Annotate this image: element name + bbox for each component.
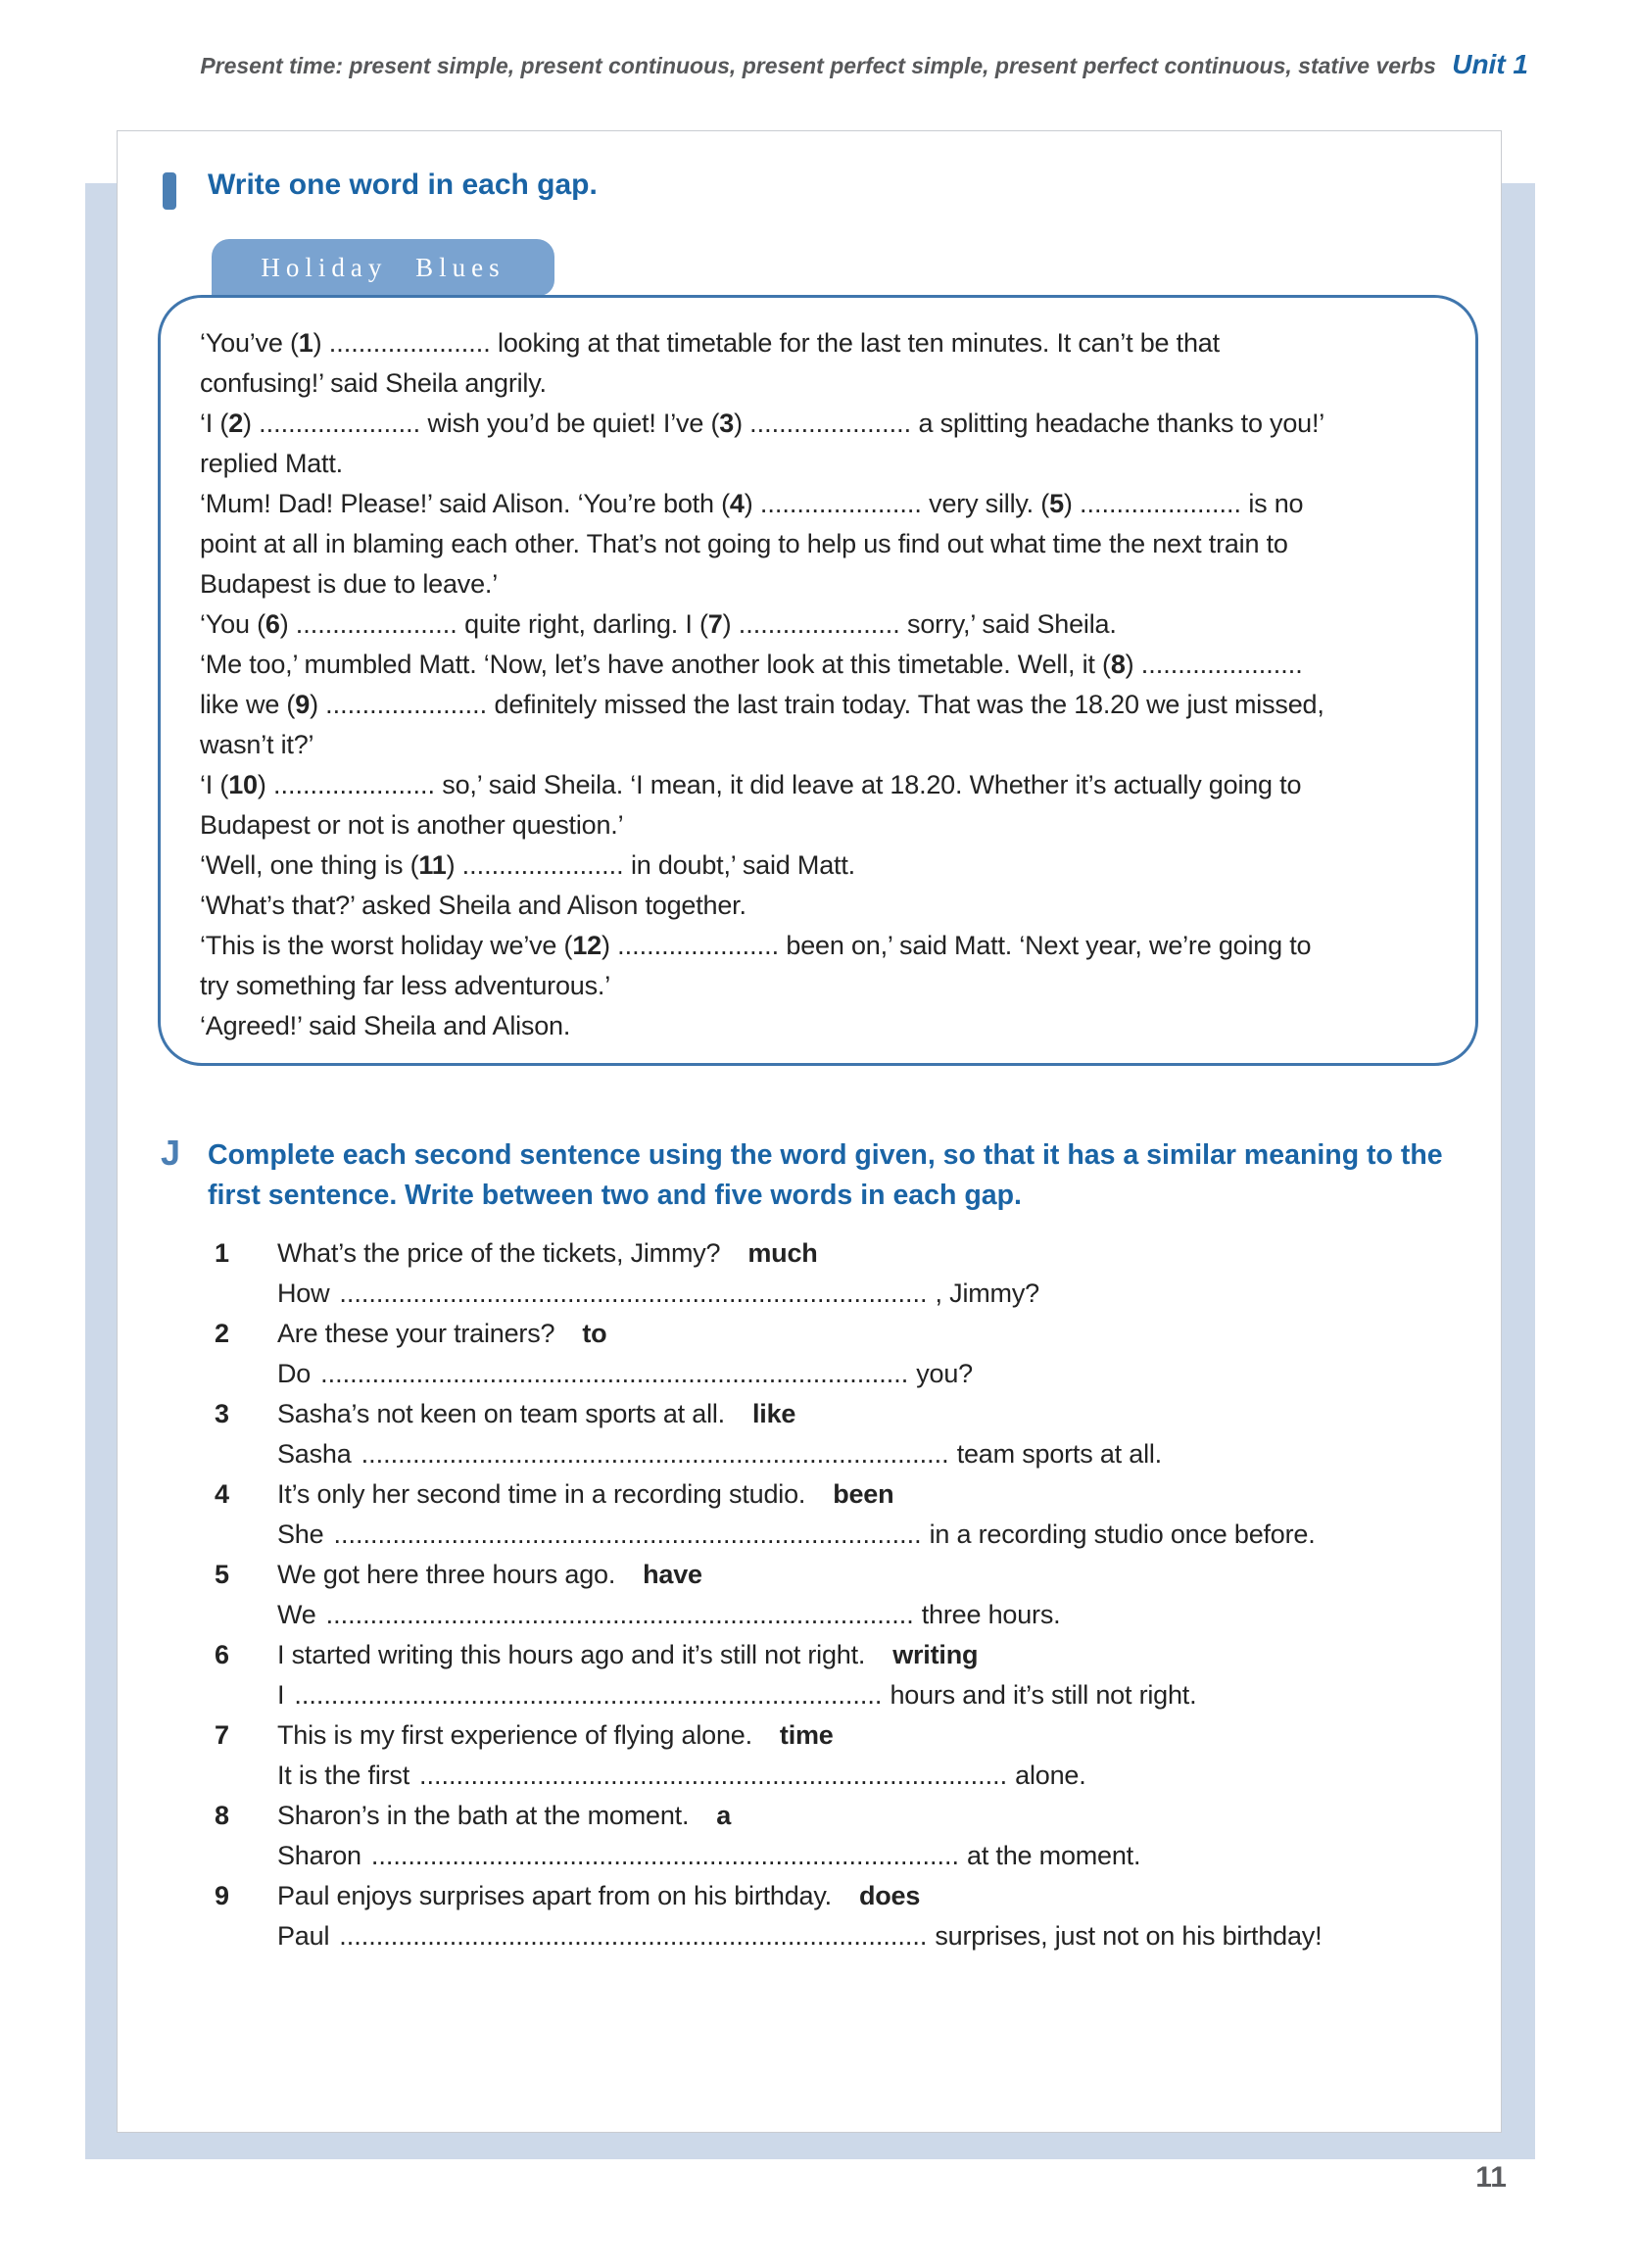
story-line: try something far less adventurous.’ bbox=[200, 971, 610, 1000]
answer-gap: ...................... bbox=[738, 609, 900, 639]
item-answer-lead: She bbox=[277, 1520, 324, 1549]
item-answer-lead: It is the first bbox=[277, 1761, 410, 1790]
answer-gap: ................................................................................ bbox=[325, 1600, 914, 1629]
answer-gap: ................................................................................ bbox=[320, 1359, 909, 1388]
item-sentence: Are these your trainers? bbox=[277, 1319, 555, 1348]
answer-gap: ...................... bbox=[325, 690, 488, 719]
story-line: Budapest is due to leave.’ bbox=[200, 569, 499, 599]
item-number: 4 bbox=[215, 1479, 229, 1509]
story-title: Holiday Blues bbox=[261, 252, 505, 282]
item-answer-lead: Do bbox=[277, 1359, 312, 1388]
item-answer-tail: three hours. bbox=[921, 1600, 1061, 1629]
item-number: 9 bbox=[215, 1881, 229, 1910]
item-number: 5 bbox=[215, 1560, 229, 1589]
gap-number: 1 bbox=[298, 328, 313, 358]
section-i-instruction: Write one word in each gap. bbox=[208, 169, 598, 201]
answer-gap: ...................... bbox=[272, 770, 435, 799]
item-sentence: What’s the price of the tickets, Jimmy? bbox=[277, 1238, 721, 1268]
item-answer-tail: in a recording studio once before. bbox=[929, 1520, 1316, 1549]
answer-gap: ................................................................................ bbox=[339, 1279, 928, 1308]
answer-gap: ...................... bbox=[749, 409, 912, 438]
story-line: replied Matt. bbox=[200, 449, 343, 478]
answer-gap: ................................................................................ bbox=[370, 1841, 959, 1870]
section-i-marker bbox=[163, 172, 176, 210]
item-answer-tail: alone. bbox=[1015, 1761, 1086, 1790]
answer-gap: ...................... bbox=[617, 931, 780, 960]
gap-number: 11 bbox=[418, 850, 447, 880]
item-number: 2 bbox=[215, 1319, 229, 1348]
answer-gap: ................................................................................ bbox=[294, 1680, 883, 1710]
answer-gap: ...................... bbox=[1140, 650, 1303, 679]
answer-gap: ................................................................................ bbox=[339, 1921, 928, 1951]
story-line: ‘Me too,’ mumbled Matt. ‘Now, let’s have another look at this timetable. Well, it (8) ...................... bbox=[200, 650, 1303, 679]
story-line: ‘I (10) ...................... so,’ said Sheila. ‘I mean, it did leave at 18.20. Whether it’s actually going to bbox=[200, 770, 1302, 799]
item-answer-row bbox=[215, 1515, 1488, 1555]
gap-number: 7 bbox=[707, 609, 723, 639]
story-text bbox=[200, 323, 1475, 1046]
item-number: 6 bbox=[215, 1640, 229, 1669]
story-line: ‘Mum! Dad! Please!’ said Alison. ‘You’re both (4) ...................... very silly. (5) ...................... is no bbox=[200, 489, 1304, 518]
item-answer-row bbox=[215, 1916, 1488, 1956]
content-panel bbox=[117, 130, 1502, 2133]
item-answer-lead: How bbox=[277, 1279, 330, 1308]
running-head bbox=[200, 49, 1528, 80]
gap-number: 6 bbox=[265, 609, 280, 639]
item-sentence-row bbox=[215, 1796, 1488, 1836]
item-answer-row bbox=[215, 1434, 1488, 1474]
exercise-items bbox=[215, 1233, 1488, 1956]
unit-label: Unit 1 bbox=[1452, 49, 1528, 79]
gap-number: 2 bbox=[228, 409, 244, 438]
item-answer-row bbox=[215, 1274, 1488, 1314]
item-answer-row bbox=[215, 1756, 1488, 1796]
item-answer-tail: you? bbox=[916, 1359, 973, 1388]
story-line: ‘This is the worst holiday we’ve (12) ...................... been on,’ said Matt. ‘Next year, we’re going to bbox=[200, 931, 1312, 960]
item-answer-lead: Sasha bbox=[277, 1439, 352, 1469]
item-sentence: Sharon’s in the bath at the moment. bbox=[277, 1801, 690, 1830]
answer-gap: ...................... bbox=[328, 328, 491, 358]
item-sentence-row bbox=[215, 1474, 1488, 1515]
answer-gap: ................................................................................ bbox=[361, 1439, 949, 1469]
gap-number: 12 bbox=[572, 931, 601, 960]
item-keyword: to bbox=[582, 1319, 607, 1348]
story-line: ‘You (6) ...................... quite right, darling. I (7) ...................... sorry,’ said Sheila. bbox=[200, 609, 1117, 639]
story-title-badge bbox=[212, 239, 554, 296]
item-answer-tail: , Jimmy? bbox=[935, 1279, 1039, 1308]
item-keyword: does bbox=[858, 1881, 921, 1910]
story-line: ‘I (2) ...................... wish you’d be quiet! I’ve (3) ...................... a splitting headache thanks to you!’ bbox=[200, 409, 1325, 438]
section-j-instruction: Complete each second sentence using the word given, so that it has a similar meaning to the first sentence. Write between two and five words in each gap. bbox=[208, 1139, 1443, 1211]
item-answer-row bbox=[215, 1595, 1488, 1635]
item-answer-row bbox=[215, 1675, 1488, 1715]
story-line: confusing!’ said Sheila angrily. bbox=[200, 368, 547, 398]
item-answer-row bbox=[215, 1354, 1488, 1394]
answer-gap: ...................... bbox=[295, 609, 457, 639]
item-keyword: have bbox=[643, 1560, 702, 1589]
item-sentence-row bbox=[215, 1555, 1488, 1595]
answer-gap: ...................... bbox=[461, 850, 624, 880]
item-answer-lead: We bbox=[277, 1600, 316, 1629]
item-sentence: It’s only her second time in a recording studio. bbox=[277, 1479, 806, 1509]
item-sentence: We got here three hours ago. bbox=[277, 1560, 616, 1589]
item-answer-row bbox=[215, 1836, 1488, 1876]
story-line: like we (9) ...................... definitely missed the last train today. That was the 18.20 we just missed, bbox=[200, 690, 1324, 719]
item-number: 3 bbox=[215, 1399, 229, 1428]
story-line: ‘Well, one thing is (11) ...................... in doubt,’ said Matt. bbox=[200, 850, 855, 880]
gap-number: 9 bbox=[295, 690, 311, 719]
gap-number: 3 bbox=[719, 409, 735, 438]
answer-gap: ...................... bbox=[759, 489, 922, 518]
story-line: Budapest or not is another question.’ bbox=[200, 810, 624, 840]
item-keyword: like bbox=[751, 1399, 796, 1428]
item-sentence: Sasha’s not keen on team sports at all. bbox=[277, 1399, 725, 1428]
story-line: wasn’t it?’ bbox=[200, 730, 314, 759]
story-line: ‘You’ve (1) ...................... looking at that timetable for the last ten minutes. It can’t be that bbox=[200, 328, 1220, 358]
page-number: 11 bbox=[1475, 2161, 1507, 2194]
item-sentence-row bbox=[215, 1715, 1488, 1756]
item-keyword: been bbox=[833, 1479, 894, 1509]
item-sentence: I started writing this hours ago and it’s still not right. bbox=[277, 1640, 866, 1669]
story-line: ‘Agreed!’ said Sheila and Alison. bbox=[200, 1011, 571, 1040]
item-sentence-row bbox=[215, 1233, 1488, 1274]
item-keyword: writing bbox=[892, 1640, 979, 1669]
section-j-marker: J bbox=[161, 1133, 181, 1173]
item-sentence-row bbox=[215, 1394, 1488, 1434]
item-answer-tail: at the moment. bbox=[967, 1841, 1141, 1870]
item-answer-lead: I bbox=[277, 1680, 285, 1710]
item-sentence: This is my first experience of flying alone. bbox=[277, 1720, 752, 1750]
item-sentence: Paul enjoys surprises apart from on his birthday. bbox=[277, 1881, 832, 1910]
item-answer-lead: Paul bbox=[277, 1921, 330, 1951]
answer-gap: ...................... bbox=[259, 409, 421, 438]
item-number: 7 bbox=[215, 1720, 229, 1750]
answer-gap: ................................................................................ bbox=[419, 1761, 1008, 1790]
item-answer-lead: Sharon bbox=[277, 1841, 361, 1870]
item-answer-tail: hours and it’s still not right. bbox=[890, 1680, 1197, 1710]
item-sentence-row bbox=[215, 1635, 1488, 1675]
item-keyword: time bbox=[779, 1720, 834, 1750]
item-keyword: a bbox=[716, 1801, 732, 1830]
story-line: point at all in blaming each other. That’s not going to help us find out what time the next train to bbox=[200, 529, 1288, 558]
story-line: ‘What’s that?’ asked Sheila and Alison together. bbox=[200, 891, 746, 920]
item-number: 8 bbox=[215, 1801, 229, 1830]
answer-gap: ...................... bbox=[1079, 489, 1242, 518]
item-sentence-row bbox=[215, 1876, 1488, 1916]
item-answer-tail: team sports at all. bbox=[956, 1439, 1162, 1469]
item-keyword: much bbox=[747, 1238, 818, 1268]
item-sentence-row bbox=[215, 1314, 1488, 1354]
gap-number: 4 bbox=[729, 489, 745, 518]
gap-number: 8 bbox=[1110, 650, 1126, 679]
gap-number: 10 bbox=[228, 770, 258, 799]
answer-gap: ................................................................................ bbox=[333, 1520, 922, 1549]
item-answer-tail: surprises, just not on his birthday! bbox=[935, 1921, 1323, 1951]
gap-number: 5 bbox=[1049, 489, 1064, 518]
item-number: 1 bbox=[215, 1238, 229, 1268]
running-head-title: Present time: present simple, present continuous, present perfect simple, present perfect continuous, stative verbs bbox=[200, 53, 1436, 78]
story-box bbox=[158, 295, 1478, 1066]
